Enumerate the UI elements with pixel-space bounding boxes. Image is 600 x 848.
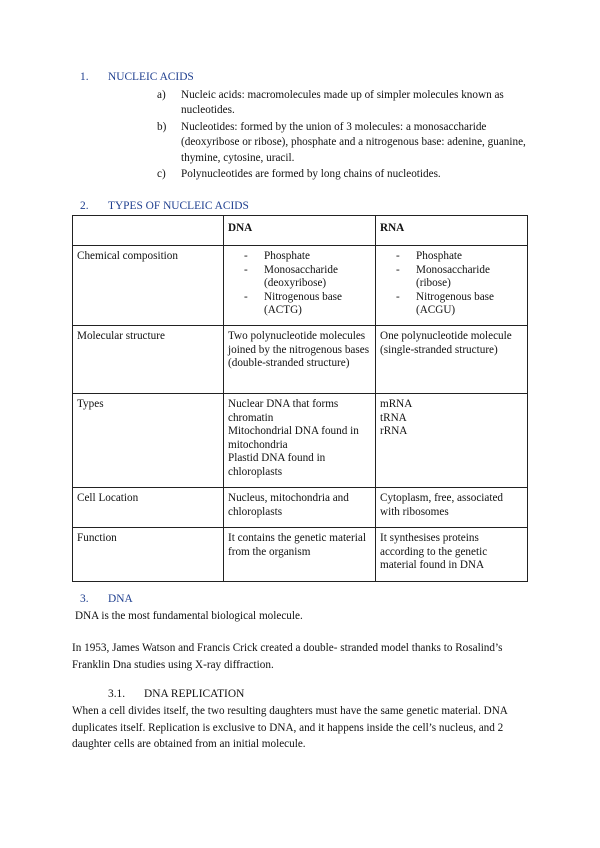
row-label: Types [73,394,224,488]
subsection-3-1-heading [108,688,244,700]
list-text: Polynucleotides are formed by long chains of nucleotides. [181,168,441,181]
cell-line: mRNA [380,398,413,410]
cell-text: Phosphate [416,250,462,262]
dna-intro-paragraph: DNA is the most fundamental biological molecule. [75,610,303,622]
table-row [73,528,528,582]
list-item [157,167,527,182]
nucleic-acids-table [72,215,528,582]
row-label: Chemical composition [73,246,224,326]
rna-cell [376,394,528,488]
table-header-row [73,216,528,246]
list-text: Nucleic acids: macromolecules made up of simpler molecules known as nucleotides. [181,89,504,117]
cell-line: tRNA [380,411,407,424]
list-item: - Monosaccharide (ribose) [380,264,523,291]
row-label: Cell Location [73,488,224,528]
table-header-empty [73,216,224,246]
list-marker: b) [157,120,167,133]
subsection-number: 3.1. [108,688,126,700]
section-3-number: 3. [80,593,89,605]
row-label: Function [73,528,224,582]
table-header-rna: RNA [376,216,528,246]
table-row [73,246,528,326]
list-item [157,88,527,119]
nucleic-acids-list [157,88,527,182]
dna-history-paragraph: In 1953, James Watson and Francis Crick created a double- stranded model thanks to Rosalind’s Franklin Dna studies using X-ray diffraction. [72,642,503,671]
section-3-heading [80,593,133,605]
list-marker: c) [157,168,166,181]
table-header-dna: DNA [224,216,376,246]
list-item: - Nitrogenous base (ACTG) [228,291,371,318]
dna-cell: Nucleus, mitochondria and chloroplasts [224,488,376,528]
list-text: Nucleotides: formed by the union of 3 molecules: a monosaccharide (deoxyribose or ribose), phosphate and a nitrogenous base: adenine, guanine, thymine, cytosine, uracil. [181,120,526,164]
dna-cell: Two polynucleotide molecules joined by the nitrogenous bases (double-stranded structure) [224,326,376,394]
cell-line: Nuclear DNA that forms chromatin [228,398,339,424]
list-item: - Phosphate [396,250,462,262]
cell-text: Monosaccharide (deoxyribose) [264,263,338,290]
section-2-title: TYPES OF NUCLEIC ACIDS [108,200,249,212]
section-3-title: DNA [108,593,133,605]
table-row [73,326,528,394]
rna-cell [376,246,528,326]
section-2-heading [80,200,249,212]
rna-cell: Cytoplasm, free, associated with ribosomes [376,488,528,528]
dna-cell: It contains the genetic material from the organism [224,528,376,582]
table-row [73,488,528,528]
subsection-title: DNA REPLICATION [144,688,245,700]
dna-replication-paragraph: When a cell divides itself, the two resulting daughters must have the same genetic material. DNA duplicates itself. Replication is exclusive to DNA, and it happens inside the cell’s nucleus, and 2 daughter cells are obtained from an initial molecule. [72,705,508,751]
rna-cell: One polynucleotide molecule (single-stranded structure) [376,326,528,394]
rna-cell: It synthesises proteins according to the genetic material found in DNA [376,528,528,582]
row-label: Molecular structure [73,326,224,394]
list-item: - Nitrogenous base (ACGU) [380,291,523,318]
section-1-heading [80,71,194,83]
dna-cell [224,394,376,488]
cell-text: Nitrogenous base (ACTG) [264,290,342,317]
table-row [73,394,528,488]
list-item: - Monosaccharide (deoxyribose) [228,264,371,291]
cell-text: Phosphate [264,250,310,262]
cell-text: Nitrogenous base (ACGU) [416,290,494,317]
section-1-title: NUCLEIC ACIDS [108,71,194,83]
list-item: - Phosphate [244,250,310,262]
list-marker: a) [157,89,166,101]
cell-line: rRNA [380,425,408,438]
dna-cell [224,246,376,326]
list-item [157,120,527,166]
section-2-number: 2. [80,200,89,212]
cell-line: Plastid DNA found in chloroplasts [228,452,326,478]
cell-line: Mitochondrial DNA found in mitochondria [228,425,359,451]
cell-text: Monosaccharide (ribose) [416,263,490,290]
section-1-number: 1. [80,71,89,83]
